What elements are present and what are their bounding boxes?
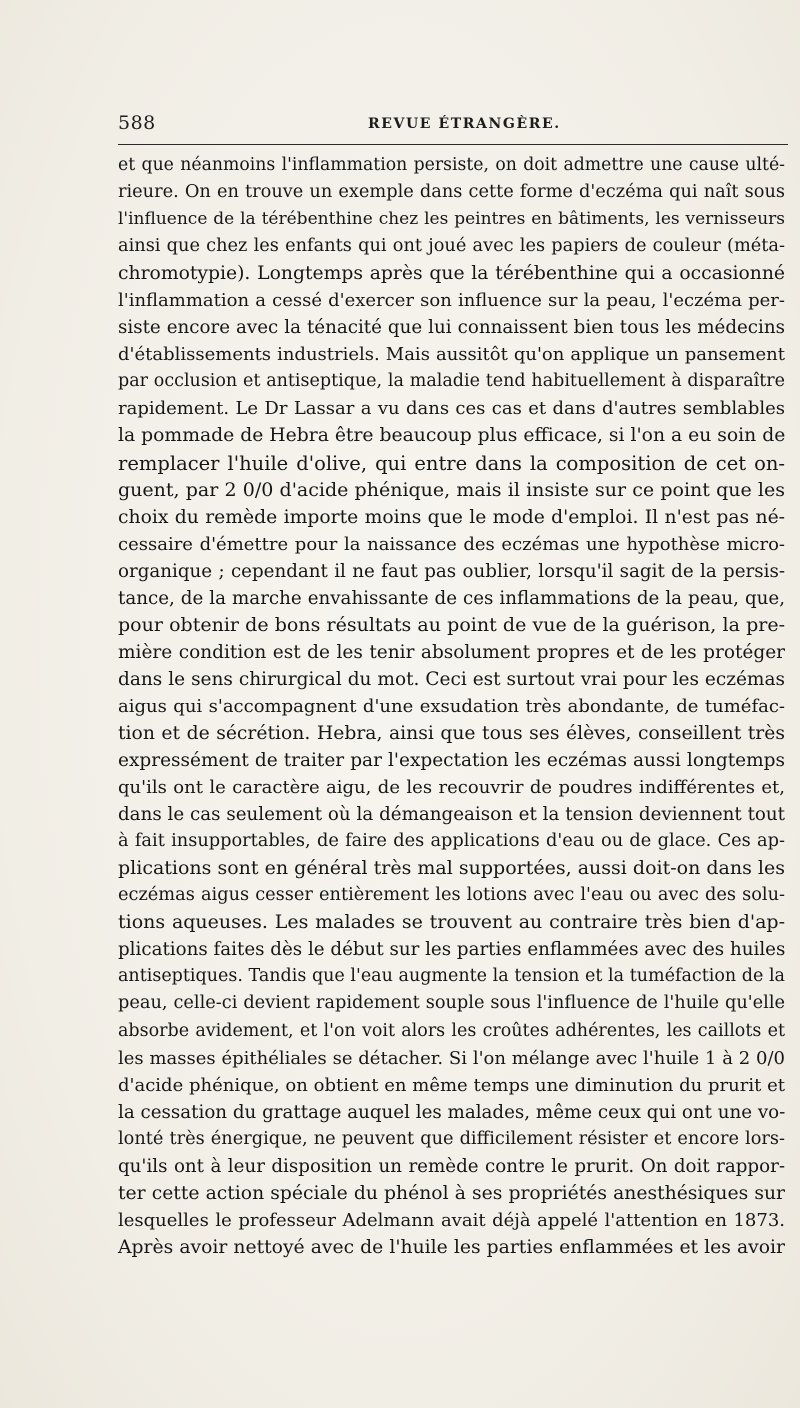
text-line: à fait insupportables, de faire des applications d'eau ou de glace. Ces ap- [118,831,785,852]
text-line: rapidement. Le Dr Lassar a vu dans ces cas et dans d'autres semblables [118,398,785,420]
text-line: et que néanmoins l'inflammation persiste, on doit admettre une cause ulté- [118,155,785,175]
text-line: plications faites dès le début sur les parties enflammées avec des huiles [118,939,786,961]
text-line: chromotypie). Longtemps après que la térébenthine qui a occasionné [118,263,785,285]
text-line: tance, de la marche envahissante de ces inflammations de la peau, que, [118,587,785,609]
text-line: expressément de traiter par l'expectation les eczémas aussi longtemps [118,750,785,772]
text-line: lesquelles le professeur Adelmann avait déjà appelé l'attention en 1873. [118,1209,785,1231]
text-line: cessaire d'émettre pour la naissance des eczémas une hypothèse micro- [118,533,785,555]
text-line: la cessation du grattage auquel les malades, même ceux qui ont une vo- [118,1101,786,1123]
text-line: ainsi que chez les enfants qui ont joué avec les papiers de couleur (méta- [118,236,785,257]
text-line: pour obtenir de bons résultats au point de vue de la guérison, la pre- [118,613,785,636]
journal-title: REVUE ÉTRANGÈRE. [368,116,561,132]
text-line: qu'ils ont à leur disposition un remède contre le prurit. On doit rappor- [118,1155,785,1177]
text-line: absorbe avidement, et l'on voit alors les croûtes adhérentes, les caillots et [118,1020,785,1041]
page-number: 588 [118,112,156,134]
text-line: eczémas aigus cesser entièrement les lotions avec l'eau ou avec des solu- [118,885,785,906]
header-rule [118,144,788,145]
text-line: organique ; cependant il ne faut pas oublier, lorsqu'il sagit de la persis- [118,560,785,582]
text-line: d'établissements industriels. Mais aussitôt qu'on applique un pansement [118,344,785,366]
text-line: mière condition est de les tenir absolument propres et de les protéger [118,641,785,663]
text-line: les masses épithéliales se détacher. Si l'on mélange avec l'huile 1 à 2 0/0 [118,1047,785,1069]
text-line: l'influence de la térébenthine chez les peintres en bâtiments, les vernisseurs [118,209,785,230]
text-line: choix du remède importe moins que le mode d'emploi. Il n'est pas né- [118,506,785,528]
text-line: tion et de sécrétion. Hebra, ainsi que tous ses élèves, conseillent très [118,722,785,744]
text-line: remplacer l'huile d'olive, qui entre dans la composition de cet on- [118,451,785,475]
text-line: dans le sens chirurgical du mot. Ceci est surtout vrai pour les eczémas [118,668,785,690]
text-line: tions aqueuses. Les malades se trouvent au contraire très bien d'ap- [118,911,785,934]
text-line: rieure. On en trouve un exemple dans cette forme d'eczéma qui naît sous [118,182,785,203]
text-line: dans le cas seulement où la démangeaison et la tension deviennent tout [118,804,785,826]
text-line: l'inflammation a cessé d'exercer son influence sur la peau, l'eczéma per- [118,290,785,312]
text-line: guent, par 2 0/0 d'acide phénique, mais il insiste sur ce point que les [118,478,785,501]
text-line: peau, celle-ci devient rapidement souple sous l'influence de l'huile qu'elle [118,993,785,1014]
body-paragraph [118,152,785,1261]
text-line: plications sont en général très mal supportées, aussi doit-on dans les [118,857,785,880]
text-line: siste encore avec la ténacité que lui connaissent bien tous les médecins [118,317,785,339]
text-line: par occlusion et antiseptique, la maladie tend habituellement à disparaître [118,371,785,392]
text-line: lonté très énergique, ne peuvent que difficilement résister et encore lors- [118,1128,785,1149]
text-line: la pommade de Hebra être beaucoup plus efficace, si l'on a eu soin de [118,425,786,447]
text-line: Après avoir nettoyé avec de l'huile les parties enflammées et les avoir [118,1236,785,1258]
text-line: qu'ils ont le caractère aigu, de les recouvrir de poudres indifférentes et, [118,777,785,799]
running-head [118,112,780,138]
text-line: antiseptiques. Tandis que l'eau augmente la tension et la tuméfaction de la [118,966,785,987]
text-line: d'acide phénique, on obtient en même temps une diminution du prurit et [118,1074,785,1096]
text-line: aigus qui s'accompagnent d'une exsudation très abondante, de tuméfac- [118,695,785,717]
text-line: ter cette action spéciale du phénol à ses propriétés anesthésiques sur [118,1182,785,1204]
